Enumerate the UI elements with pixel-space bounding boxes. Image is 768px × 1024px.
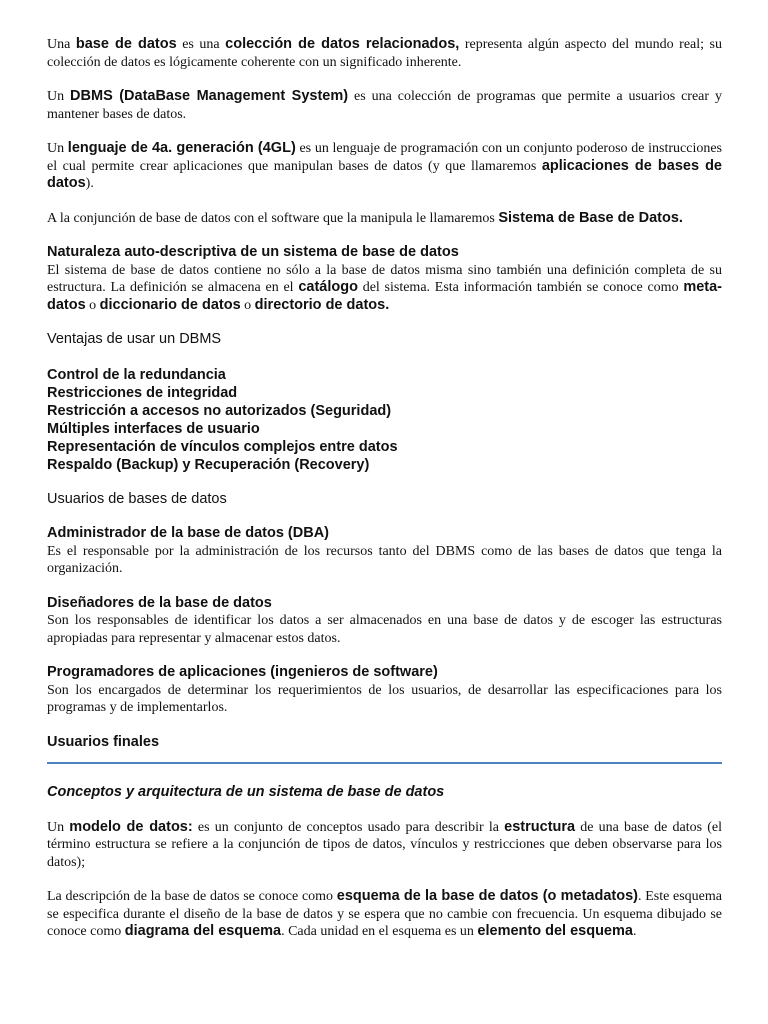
text: del sistema. Esta información también se conoce como <box>357 280 684 295</box>
bold-term: modelo de datos: <box>69 818 193 835</box>
section-heading: Programadores de aplicaciones (ingenieros de software) <box>47 664 438 680</box>
text: ). <box>85 176 94 191</box>
bold-term: diccionario de datos <box>99 296 241 313</box>
text: es una <box>176 37 226 52</box>
section-auto-descriptiva <box>47 244 722 314</box>
paragraph-sistema-bd <box>47 210 722 228</box>
bold-term: Sistema de Base de Datos. <box>498 209 683 226</box>
list-item: Respaldo (Backup) y Recuperación (Recovery) <box>47 456 370 473</box>
list-item: Múltiples interfaces de usuario <box>47 420 260 437</box>
text: La descripción de la base de datos se conoce como <box>47 889 337 904</box>
bold-term: directorio de datos. <box>254 296 390 313</box>
bold-term: colección de datos relacionados, <box>225 36 460 52</box>
paragraph-catalogo <box>47 262 722 315</box>
text: representa algún aspecto del mundo real; su colección de datos es lógicamente coherente con un significado inherente. <box>47 37 723 70</box>
bold-term: base de datos <box>75 36 177 52</box>
text: . <box>632 924 637 939</box>
bold-term: catálogo <box>298 279 358 295</box>
text: Un <box>47 141 68 156</box>
bold-term: DBMS (DataBase Management System) <box>70 88 349 104</box>
text: . Cada unidad en el esquema es un <box>281 924 478 939</box>
section-text: Es el responsable por la administración de los recursos tanto del DBMS como de las bases de datos que tenga la organización. <box>47 543 722 576</box>
text: Un <box>47 819 70 835</box>
bold-term: esquema de la base de datos (o metadatos) <box>336 888 638 904</box>
text: es un lenguaje de programación con un conjunto poderoso de instrucciones el cual permite crear aplicaciones que manipulan bases de datos (y que llamaremos <box>47 141 722 174</box>
section-heading: Diseñadores de la base de datos <box>47 594 272 611</box>
list-item: Restricciones de integridad <box>47 384 238 401</box>
bold-term: elemento del esquema <box>477 923 633 939</box>
bold-term: meta-datos <box>47 279 723 313</box>
bold-term: lenguaje de 4a. generación (4GL) <box>67 140 296 156</box>
conceptos-heading: Conceptos y arquitectura de un sistema de base de datos <box>47 784 445 800</box>
usuarios-finales-heading: Usuarios finales <box>47 733 160 750</box>
text: Un <box>47 89 71 104</box>
document-page <box>47 36 722 958</box>
section-text: Son los responsables de identificar los datos a ser almacenados en una base de datos y de escoger las estructuras apropiadas para representar y almacenar estos datos. <box>47 613 722 646</box>
text: o <box>240 297 255 313</box>
paragraph-esquema <box>47 888 722 941</box>
section-text: Son los encargados de determinar los requerimientos de los usuarios, de desarrollar las especificaciones para los programas y de implementarlos. <box>47 682 722 715</box>
list-item: Restricción a accesos no autorizados (Seguridad) <box>47 402 392 419</box>
ventajas-title: Ventajas de usar un DBMS <box>47 331 222 347</box>
bold-term: aplicaciones de bases de datos <box>47 157 722 191</box>
bold-term: estructura <box>504 818 576 835</box>
ventajas-list <box>47 366 722 474</box>
paragraph-4gl <box>47 140 722 193</box>
text: o <box>85 297 100 313</box>
usuarios-title: Usuarios de bases de datos <box>47 490 227 507</box>
section-dba <box>47 525 722 578</box>
list-item: Control de la redundancia <box>47 366 226 383</box>
section-disenadores <box>47 595 722 648</box>
paragraph-base-de-datos <box>47 36 722 71</box>
bold-term: diagrama del esquema <box>124 923 282 939</box>
text: Una <box>47 37 76 52</box>
divider-line <box>47 762 722 764</box>
text: es un conjunto de conceptos usado para describir la <box>192 819 505 835</box>
text: El sistema de base de datos contiene no sólo a la base de datos misma sino también una definición completa de su estructura. La definición se almacena en el <box>47 262 722 295</box>
section-heading: Naturaleza auto-descriptiva de un sistema de base de datos <box>47 244 459 260</box>
list-item: Representación de vínculos complejos entre datos <box>47 438 398 455</box>
text: . Este esquema se especifica durante el diseño de la base de datos y se espera que no cambie con frecuencia. Un esquema dibujado se conoce como <box>47 889 722 939</box>
paragraph-dbms <box>47 88 722 123</box>
text: de una base de datos (el término estructura se refiere a la conjunción de tipos de datos, vínculos y restricciones que deben observarse para los datos); <box>47 819 722 870</box>
paragraph-modelo-datos <box>47 819 722 872</box>
section-heading: Administrador de la base de datos (DBA) <box>47 525 329 541</box>
section-programadores <box>47 664 722 717</box>
text: A la conjunción de base de datos con el software que la manipula le llamaremos <box>47 210 499 226</box>
text: es una colección de programas que permite a usuarios crear y mantener bases de datos. <box>47 89 722 122</box>
